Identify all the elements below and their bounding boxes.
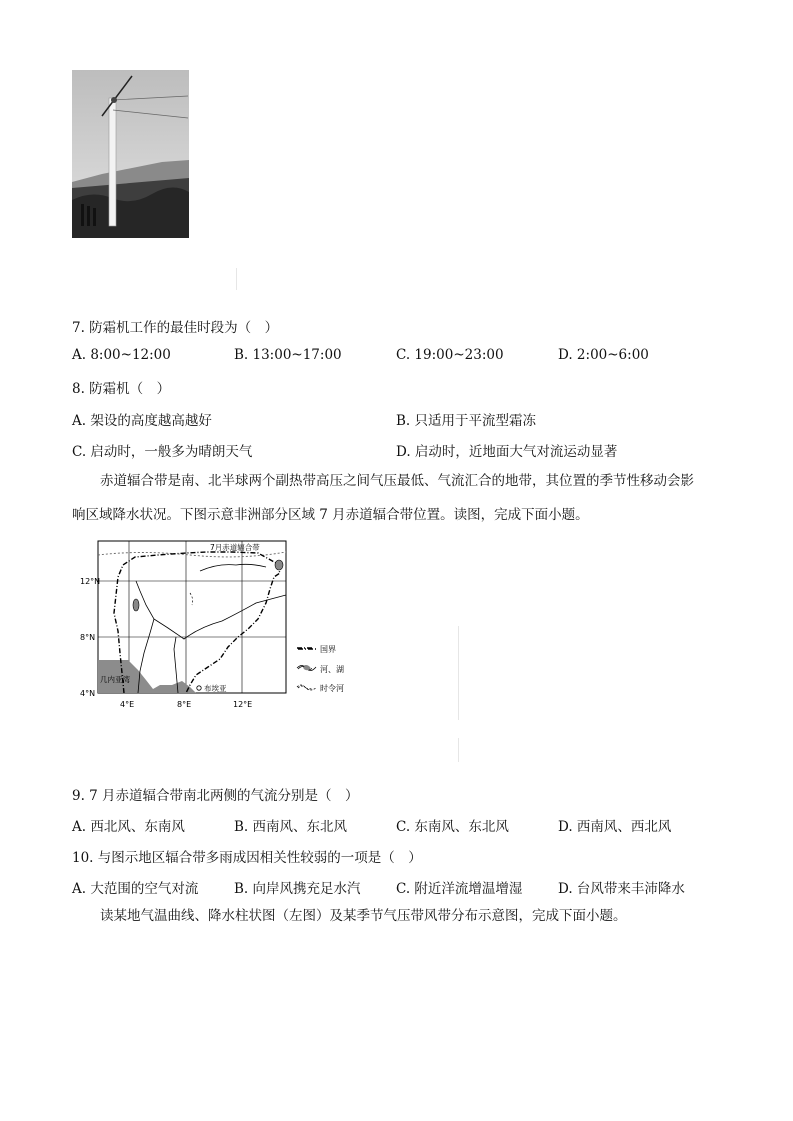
q10-option-b: B. 向岸风携充足水汽 xyxy=(234,881,361,897)
map-legend xyxy=(296,633,366,703)
lon-label-4e: 4°E xyxy=(120,700,135,709)
q9-option-d: D. 西南风、西北风 xyxy=(558,819,672,835)
lat-label-12n: 12°N xyxy=(80,577,101,586)
q10-option-d: D. 台风带来丰沛降水 xyxy=(558,881,685,897)
scan-artifact-line xyxy=(236,268,237,290)
q8-option-b: B. 只适用于平流型霜冻 xyxy=(396,413,537,429)
lon-label-8e: 8°E xyxy=(177,700,192,709)
itcz-label: 7月赤道辐合带 xyxy=(210,543,260,552)
itcz-intro-line1: 赤道辐合带是南、北半球两个副热带高压之间气压最低、气流汇合的地带，其位置的季节性移动会影 xyxy=(100,473,694,489)
q8-option-a: A. 架设的高度越高越好 xyxy=(72,413,212,429)
legend-border-text: 国界 xyxy=(320,645,336,654)
itcz-intro-line2: 响区域降水状况。下图示意非洲部分区域 7 月赤道辐合带位置。读图，完成下面小题。 xyxy=(72,507,589,523)
q7-option-a: A. 8:00~12:00 xyxy=(72,347,171,363)
q8-stem: 8. 防霜机（ ） xyxy=(72,381,171,397)
lat-label-8n: 8°N xyxy=(80,633,96,642)
q7-option-b: B. 13:00~17:00 xyxy=(234,347,342,363)
q9-option-a: A. 西北风、东南风 xyxy=(72,819,185,835)
scan-artifact-line xyxy=(458,738,459,762)
legend-river-lake-text: 河、湖 xyxy=(320,665,344,674)
q8-option-c: C. 启动时，一般多为晴朗天气 xyxy=(72,444,253,460)
q10-stem: 10. 与图示地区辐合带多雨成因相关性较弱的一项是（ ） xyxy=(72,850,422,866)
q7-stem: 7. 防霜机工作的最佳时段为（ ） xyxy=(72,320,279,336)
q8-option-d: D. 启动时，近地面大气对流运动显著 xyxy=(396,444,618,460)
q9-option-b: B. 西南风、东北风 xyxy=(234,819,348,835)
q10-option-c: C. 附近洋流增温增湿 xyxy=(396,881,523,897)
frost-fan-photo xyxy=(72,70,189,238)
scan-artifact-line xyxy=(458,626,459,720)
legend-seasonal-river-text: 时令河 xyxy=(320,684,344,693)
q7-option-d: D. 2:00~6:00 xyxy=(558,347,649,363)
lon-label-12e: 12°E xyxy=(233,700,253,709)
q7-option-c: C. 19:00~23:00 xyxy=(396,347,504,363)
q9-stem: 9. 7 月赤道辐合带南北两侧的气流分别是（ ） xyxy=(72,788,359,804)
africa-itcz-map xyxy=(80,533,312,711)
q10-option-a: A. 大范围的空气对流 xyxy=(72,881,199,897)
q9-option-c: C. 东南风、东北风 xyxy=(396,819,509,835)
gulf-label: 几内亚湾 xyxy=(100,675,130,684)
city-label: 布埃亚 xyxy=(204,684,227,693)
lat-label-4n: 4°N xyxy=(80,689,96,698)
next-intro: 读某地气温曲线、降水柱状图（左图）及某季节气压带风带分布示意图，完成下面小题。 xyxy=(100,908,627,924)
